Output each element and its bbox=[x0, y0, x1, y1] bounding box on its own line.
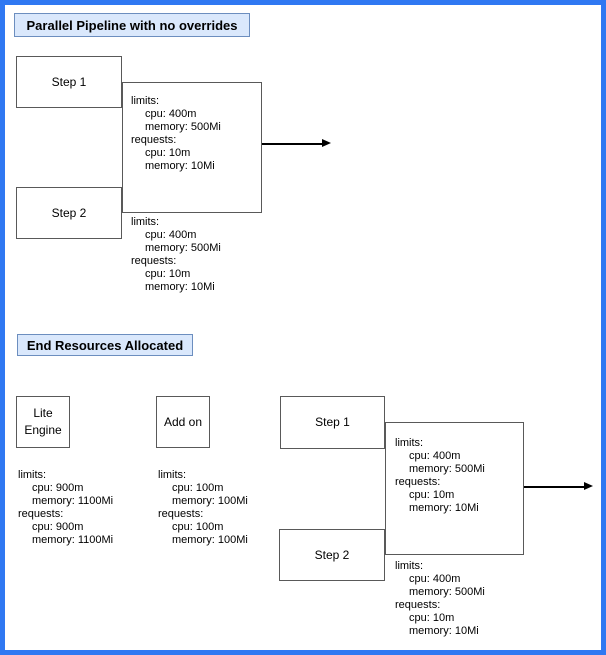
limits-cpu: cpu: 400m bbox=[145, 229, 197, 241]
section1-title: Parallel Pipeline with no overrides bbox=[14, 13, 250, 37]
requests-label: requests: bbox=[18, 508, 64, 520]
requests-cpu: cpu: 10m bbox=[145, 268, 191, 280]
limits-cpu: cpu: 400m bbox=[409, 573, 461, 585]
requests-cpu: cpu: 100m bbox=[172, 521, 224, 533]
arrow-head-icon bbox=[322, 139, 331, 147]
requests-memory: memory: 10Mi bbox=[145, 281, 215, 293]
requests-label: requests: bbox=[395, 599, 441, 611]
requests-memory: memory: 100Mi bbox=[172, 534, 248, 546]
limits-memory: memory: 500Mi bbox=[409, 463, 485, 475]
lite-engine-label-line1: Lite bbox=[33, 406, 53, 420]
requests-memory: memory: 1100Mi bbox=[32, 534, 114, 546]
section1-output-arrow bbox=[262, 139, 332, 149]
requests-cpu: cpu: 10m bbox=[409, 612, 455, 624]
section2-step2-resources bbox=[395, 560, 485, 638]
arrow-head-icon bbox=[584, 482, 593, 490]
limits-label: limits: bbox=[131, 216, 160, 228]
requests-label: requests: bbox=[158, 508, 204, 520]
section2-step1-resources bbox=[395, 437, 485, 515]
section1-step2-resources bbox=[131, 216, 221, 294]
limits-memory: memory: 500Mi bbox=[145, 242, 221, 254]
lite-engine-label-line2: Engine bbox=[24, 423, 62, 437]
requests-cpu: cpu: 900m bbox=[32, 521, 84, 533]
limits-memory: memory: 100Mi bbox=[172, 495, 248, 507]
section2-step1-label: Step 1 bbox=[315, 415, 350, 429]
section1-step1-resources bbox=[131, 95, 221, 173]
lite-engine-label bbox=[24, 405, 61, 439]
section1-step2-label: Step 2 bbox=[51, 205, 87, 220]
requests-cpu: cpu: 10m bbox=[145, 147, 191, 159]
requests-memory: memory: 10Mi bbox=[409, 625, 479, 637]
limits-label: limits: bbox=[395, 560, 424, 572]
limits-memory: memory: 500Mi bbox=[409, 586, 485, 598]
addon-box bbox=[156, 396, 210, 448]
requests-label: requests: bbox=[131, 134, 177, 146]
addon-label: Add on bbox=[163, 414, 203, 429]
section1-step1-label: Step 1 bbox=[51, 74, 87, 89]
requests-label: requests: bbox=[395, 476, 441, 488]
section1-step2-box bbox=[16, 187, 122, 239]
limits-cpu: cpu: 400m bbox=[409, 450, 461, 462]
limits-cpu: cpu: 900m bbox=[32, 482, 84, 494]
section2-output-arrow bbox=[524, 482, 594, 492]
section2-title: End Resources Allocated bbox=[17, 334, 193, 356]
requests-memory: memory: 10Mi bbox=[145, 160, 215, 172]
arrow-shaft bbox=[262, 143, 323, 145]
limits-label: limits: bbox=[131, 95, 160, 107]
limits-memory: memory: 500Mi bbox=[145, 121, 221, 133]
limits-label: limits: bbox=[395, 437, 424, 449]
limits-label: limits: bbox=[18, 469, 47, 481]
requests-cpu: cpu: 10m bbox=[409, 489, 455, 501]
section2-step2-label: Step 2 bbox=[314, 547, 350, 562]
requests-label: requests: bbox=[131, 255, 177, 267]
requests-memory: memory: 10Mi bbox=[409, 502, 479, 514]
arrow-shaft bbox=[524, 486, 585, 488]
limits-memory: memory: 1100Mi bbox=[32, 495, 114, 507]
section2-step1-box bbox=[280, 396, 385, 449]
section1-step1-box bbox=[16, 56, 122, 108]
lite-engine-box bbox=[16, 396, 70, 448]
addon-resources bbox=[158, 469, 248, 547]
limits-label: limits: bbox=[158, 469, 187, 481]
limits-cpu: cpu: 400m bbox=[145, 108, 197, 120]
lite-engine-resources bbox=[18, 469, 113, 547]
section2-step2-box bbox=[279, 529, 385, 581]
limits-cpu: cpu: 100m bbox=[172, 482, 224, 494]
